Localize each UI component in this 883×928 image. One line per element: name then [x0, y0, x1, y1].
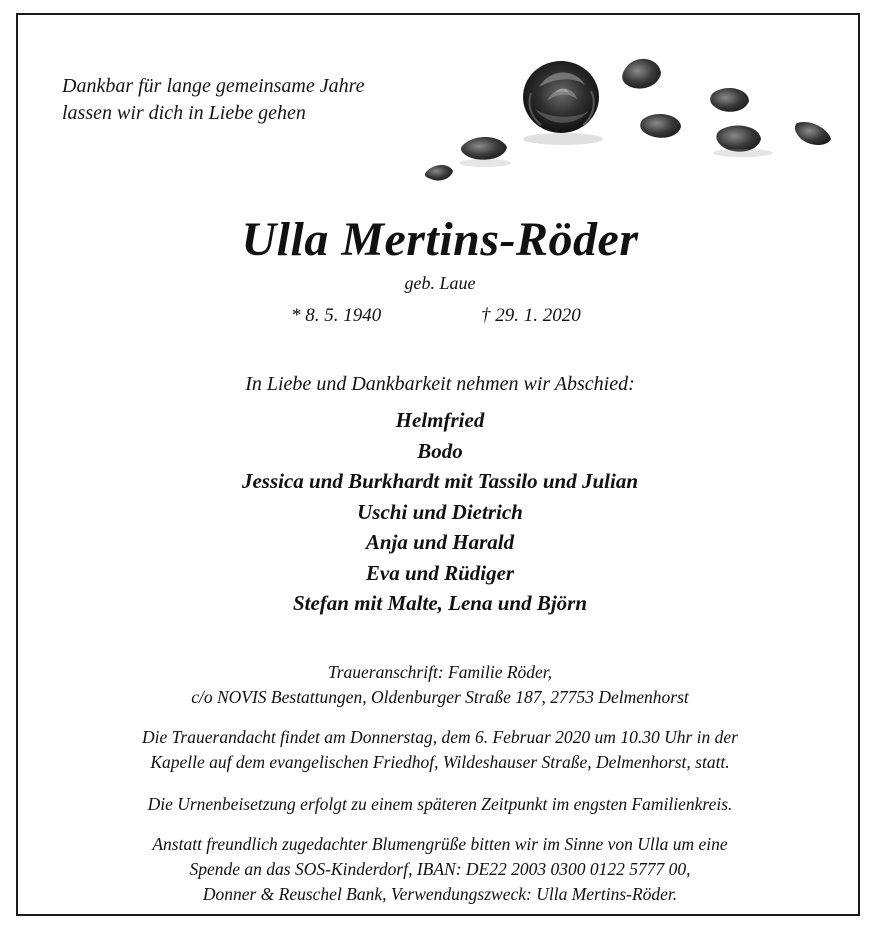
ceremony-line-2: Kapelle auf dem evangelischen Friedhof, Wildeshauser Straße, Delmenhorst, statt.	[150, 752, 730, 772]
obituary-frame	[16, 13, 860, 916]
rose-head	[523, 61, 599, 133]
farewell-line: In Liebe und Dankbarkeit nehmen wir Abschied:	[245, 373, 635, 395]
deceased-name: Ulla Mertins-Röder	[241, 213, 639, 266]
urn-burial-line: Die Urnenbeisetzung erfolgt zu einem späteren Zeitpunkt im engsten Familienkreis.	[147, 794, 733, 814]
motto	[62, 73, 365, 127]
donation-line-3: Donner & Reuschel Bank, Verwendungszweck: Ulla Mertins-Röder.	[202, 884, 678, 904]
mourner-entry: Uschi und Dietrich	[357, 499, 523, 524]
mourner-entry: Stefan mit Malte, Lena und Björn	[292, 591, 588, 615]
mourning-address	[18, 660, 862, 710]
mourner-entry: Anja und Harald	[365, 530, 515, 554]
ceremony-notice	[18, 725, 862, 775]
donation-line-1: Anstatt freundlich zugedachter Blumengrüße bitten wir im Sinne von Ulla um eine	[152, 834, 728, 854]
motto-line-1: Dankbar für lange gemeinsame Jahre	[62, 75, 365, 97]
birth-date: * 8. 5. 1940	[291, 305, 382, 326]
mourners-list	[18, 405, 862, 619]
rose-with-petals-icon	[413, 35, 853, 195]
motto-line-2: lassen wir dich in Liebe gehen	[62, 102, 306, 124]
petal-6	[461, 137, 507, 160]
mourner-entry: Helmfried	[395, 408, 485, 432]
donation-notice	[18, 832, 862, 907]
petal-3	[640, 114, 681, 138]
donation-line-2: Spende an das SOS-Kinderdorf, IBAN: DE22 2003 0300 0122 5777 00,	[189, 859, 691, 879]
petal-7	[425, 165, 453, 181]
address-line-1: Traueranschrift: Familie Röder,	[327, 662, 553, 682]
urn-burial-notice	[18, 792, 862, 817]
ceremony-line-1: Die Trauerandacht findet am Donnerstag, dem 6. Februar 2020 um 10.30 Uhr in der	[142, 727, 738, 747]
petal-4	[716, 125, 761, 151]
death-date: † 29. 1. 2020	[481, 305, 581, 326]
address-line-2: c/o NOVIS Bestattungen, Oldenburger Straße 187, 27753 Delmenhorst	[191, 687, 689, 707]
petal-1	[622, 59, 661, 89]
mourner-entry: Bodo	[417, 438, 463, 463]
mourner-entry: Eva und Rüdiger	[365, 560, 515, 585]
mourner-entry: Jessica und Burkhardt mit Tassilo und Julian	[241, 469, 639, 493]
petal-5	[795, 122, 831, 145]
petal-2	[710, 88, 749, 112]
maiden-name: geb. Laue	[404, 273, 476, 293]
